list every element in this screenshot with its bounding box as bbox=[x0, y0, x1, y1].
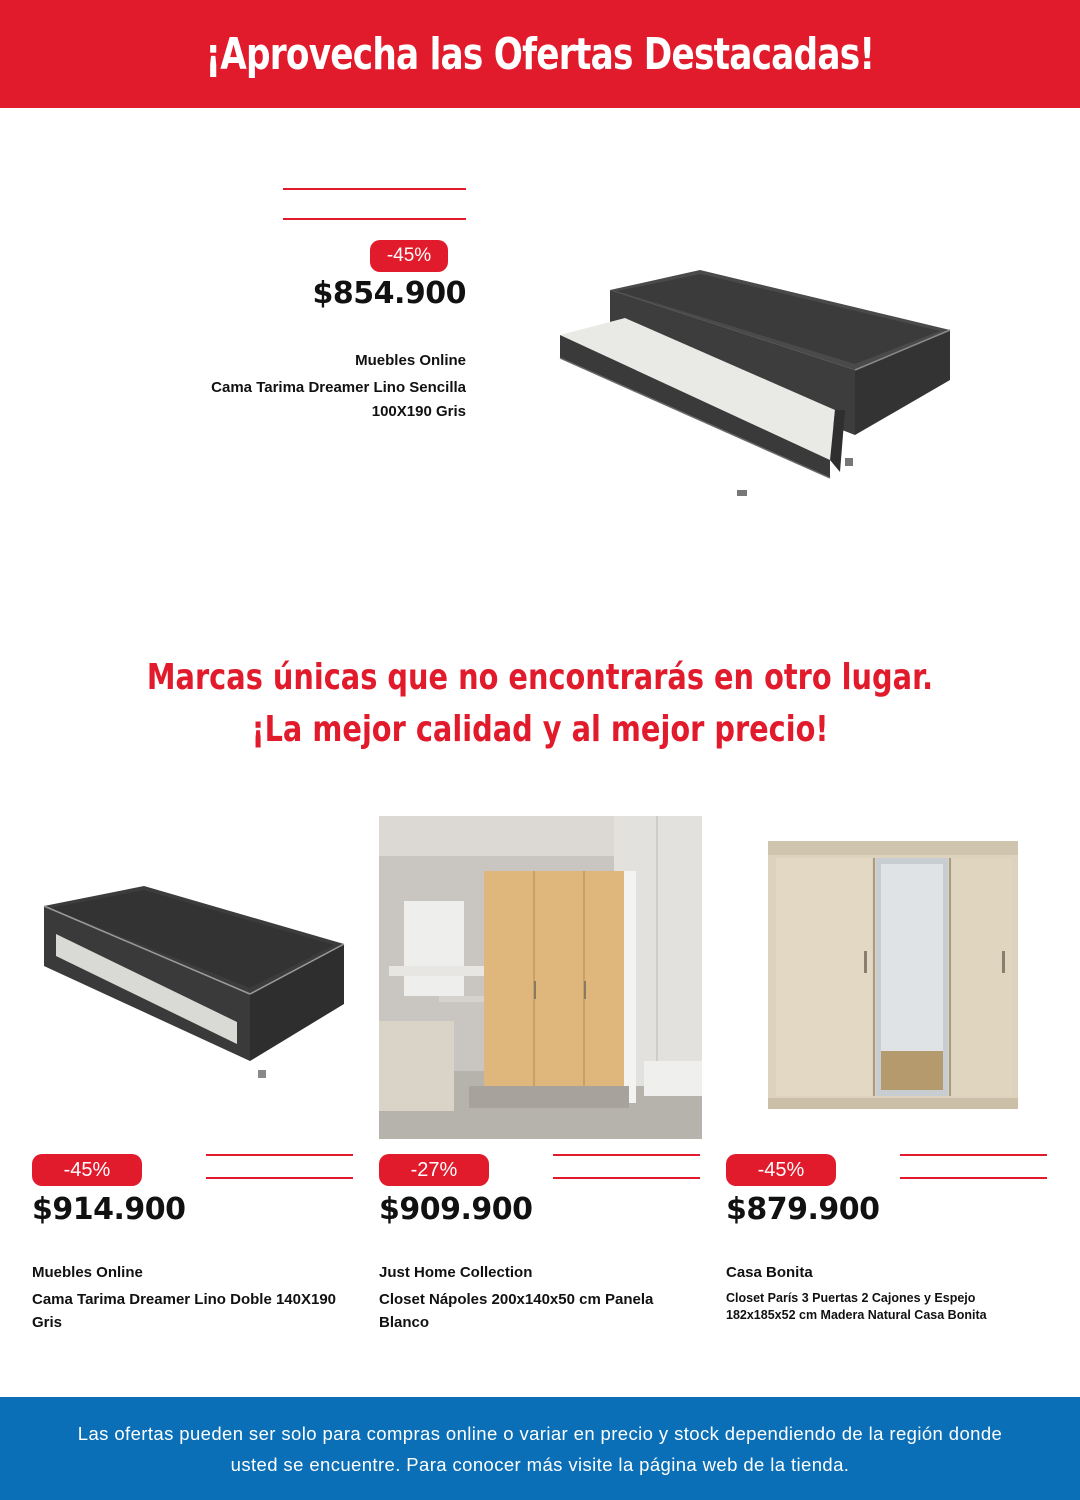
bed-base-icon bbox=[32, 816, 355, 1139]
product-price: $879.900 bbox=[726, 1192, 880, 1227]
product-price: $914.900 bbox=[32, 1192, 186, 1227]
slogan-line-2: ¡La mejor calidad y al mejor precio! bbox=[251, 709, 829, 750]
old-price-strike-line bbox=[206, 1154, 353, 1156]
discount-badge: -45% bbox=[370, 240, 448, 272]
product-name[interactable]: Cama Tarima Dreamer Lino Sencilla 100X190 Gris bbox=[211, 379, 466, 420]
discount-badge: -27% bbox=[379, 1154, 489, 1186]
product-name[interactable]: Closet París 3 Puertas 2 Cajones y Espejo 182x185x52 cm Madera Natural Casa Bonita bbox=[726, 1291, 987, 1322]
wardrobe-room-icon bbox=[379, 816, 702, 1139]
trundle-bed-icon bbox=[555, 260, 955, 515]
old-price-strike-line bbox=[900, 1177, 1047, 1179]
slogan-line-1: Marcas únicas que no encontrarás en otro lugar. bbox=[146, 657, 934, 698]
product-price: $854.900 bbox=[312, 276, 466, 311]
old-price-strike-line bbox=[553, 1177, 700, 1179]
old-price-strike-line bbox=[206, 1177, 353, 1179]
product-image[interactable] bbox=[726, 816, 1049, 1139]
featured-product-image[interactable] bbox=[555, 260, 955, 515]
product-brand: Muebles Online bbox=[355, 352, 466, 369]
footer-text: Las ofertas pueden ser solo para compras online o variar en precio y stock dependiendo de la región donde usted se encuentre. Para conocer más visite la página web de la tienda. bbox=[77, 1422, 1003, 1475]
old-price-strike-line bbox=[900, 1154, 1047, 1156]
product-price: $909.900 bbox=[379, 1192, 533, 1227]
product-brand: Muebles Online bbox=[32, 1264, 143, 1281]
product-card[interactable] bbox=[726, 816, 1049, 1346]
product-name[interactable]: Closet Nápoles 200x140x50 cm Panela Blanco bbox=[379, 1291, 654, 1331]
product-image[interactable] bbox=[32, 816, 355, 1139]
old-price-strike-line bbox=[553, 1154, 700, 1156]
wardrobe-mirror-icon bbox=[726, 816, 1049, 1139]
discount-badge: -45% bbox=[726, 1154, 836, 1186]
header-title: ¡Aprovecha las Ofertas Destacadas! bbox=[205, 28, 875, 80]
header-banner bbox=[0, 0, 1080, 108]
old-price-strike-line bbox=[283, 188, 466, 190]
footer-disclaimer bbox=[0, 1397, 1080, 1500]
discount-badge: -45% bbox=[32, 1154, 142, 1186]
product-image[interactable] bbox=[379, 816, 702, 1139]
product-name[interactable]: Cama Tarima Dreamer Lino Doble 140X190 Gris bbox=[32, 1291, 337, 1331]
product-brand: Just Home Collection bbox=[379, 1264, 533, 1281]
product-brand: Casa Bonita bbox=[726, 1264, 813, 1281]
product-card[interactable] bbox=[32, 816, 355, 1346]
old-price-strike-line bbox=[283, 218, 466, 220]
slogan bbox=[0, 652, 1080, 756]
product-card[interactable] bbox=[379, 816, 702, 1346]
